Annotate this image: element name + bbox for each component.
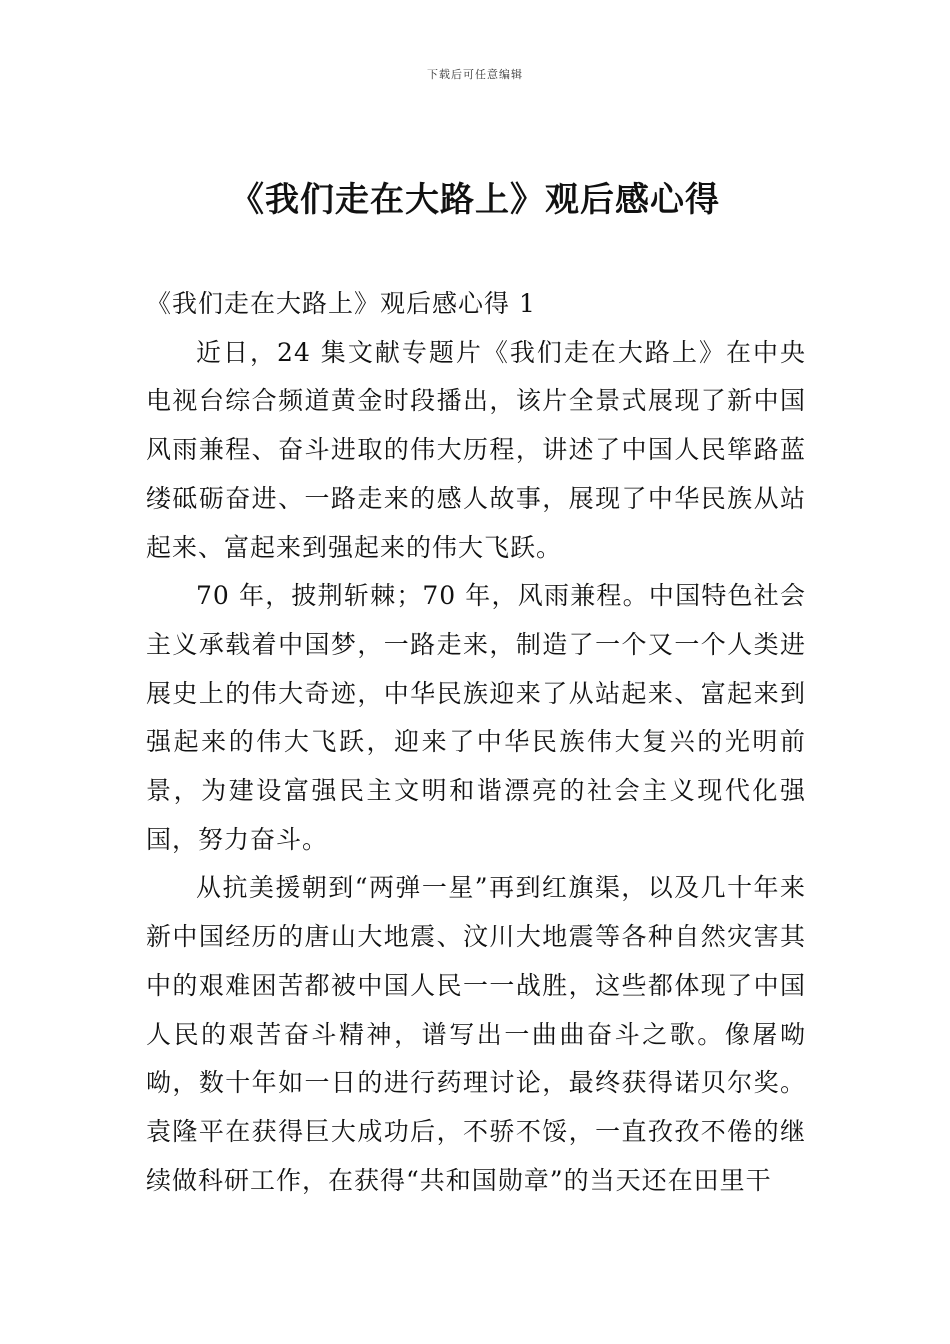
section-subtitle: 《我们走在大路上》观后感心得 1 [146,289,536,318]
paragraph-2: 70 年，披荆斩棘；70 年，风雨兼程。中国特色社会主义承载着中国梦，一路走来，制造了一个又一个人类进展史上的伟大奇迹，中华民族迎来了从站起来、富起来到强起来的伟大飞跃，迎来了中华民族伟大复兴的光明前景，为建设富强民主文明和谐漂亮的社会主义现代化强国，努力奋斗。 [146,581,806,854]
document-body [146,280,806,1205]
header-note: 下载后可任意编辑 [427,68,523,81]
paragraph-1: 近日，24 集文献专题片《我们走在大路上》在中央电视台综合频道黄金时段播出，该片全景式展现了新中国风雨兼程、奋斗进取的伟大历程，讲述了中国人民筚路蓝缕砥砺奋进、一路走来的感人故事，展现了中华民族从站起来、富起来到强起来的伟大飞跃。 [146,337,806,562]
document-title: 《我们走在大路上》观后感心得 [230,180,720,220]
paragraph-3: 从抗美援朝到“两弹一星”再到红旗渠，以及几十年来新中国经历的唐山大地震、汶川大地震等各种自然灾害其中的艰难困苦都被中国人民一一战胜，这些都体现了中国人民的艰苦奋斗精神，谱写出一曲曲奋斗之歌。像屠呦呦，数十年如一日的进行药理讨论，最终获得诺贝尔奖。袁隆平在获得巨大成功后，不骄不馁，一直孜孜不倦的继续做科研工作，在获得“共和国勋章”的当天还在田里干 [146,873,806,1195]
